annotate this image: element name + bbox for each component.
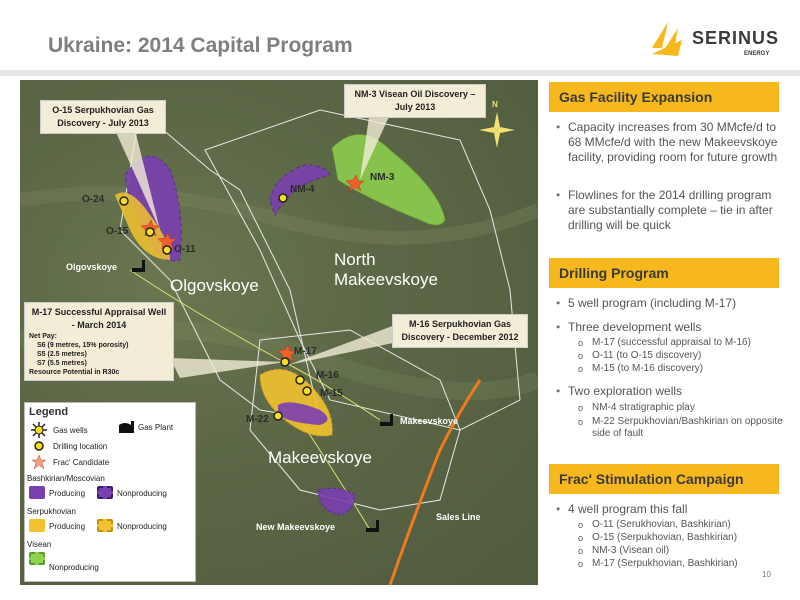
frac-sub-o11: o O-11 (Serukhovian, Bashkirian): [578, 519, 788, 531]
legend-serpukhovian: Serpukhovian: [27, 507, 76, 516]
legend-visean: Visean: [27, 540, 52, 549]
callout-m17-title: M-17 Successful Appraisal Well - March 2014: [31, 307, 167, 330]
well-o24: O-24: [82, 194, 105, 205]
map-legend: [24, 402, 196, 582]
swatch-visean-nonproducing: [29, 552, 45, 565]
callout-o15: O-15 Serpukhovian Gas Discovery - July 2013: [40, 100, 166, 134]
legend-serpukhovian-producing: Producing: [49, 522, 86, 531]
serinus-logo: [648, 18, 778, 68]
legend-gas-plant: Gas Plant: [138, 423, 174, 432]
drill-sub-o11: o O-11 (to O-15 discovery): [578, 350, 788, 362]
region-makeevskoye: Makeevskoye: [268, 448, 372, 467]
legend-visean-nonproducing: Nonproducing: [49, 563, 99, 572]
section-frac-campaign: Frac' Stimulation Campaign: [549, 464, 779, 494]
logo-subtext: ENERGY: [744, 51, 770, 57]
callout-m17: [24, 302, 174, 381]
section-drilling-program: Drilling Program: [549, 258, 779, 288]
swatch-serpukhovian-producing: [29, 519, 45, 532]
gas-bullet-flowlines: • Flowlines for the 2014 drilling program are substantially complete – tie in after drilling will be quick: [556, 188, 786, 233]
callout-nm3: NM-3 Visean Oil Discovery – July 2013: [344, 84, 486, 118]
callout-m17-netpay: Net Pay:: [29, 333, 58, 340]
legend-serpukhovian-nonproducing: Nonproducing: [117, 522, 167, 531]
drill-sub-m15: o M-15 (to M-16 discovery): [578, 363, 788, 375]
callout-m17-s6: S6 (9 metres, 15% porosity): [37, 342, 129, 349]
well-m16: M-16: [316, 370, 339, 381]
frac-sub-m17: o M-17 (Serpukhovian, Bashkirian): [578, 558, 788, 570]
north-label: N: [492, 100, 498, 109]
legend-title: Legend: [29, 406, 69, 418]
frac-sub-o15: o O-15 (Serpukhovian, Bashkirian): [578, 532, 788, 544]
well-o11: O-11: [174, 244, 196, 255]
gas-bullet-capacity: • Capacity increases from 30 MMcfe/d to 68 MMcfe/d with the new Makeevskoye facility, providing room for future growth: [556, 120, 786, 165]
well-m15: M-15: [320, 388, 343, 399]
legend-gas-wells: Gas wells: [53, 426, 88, 435]
well-o15: O-15: [106, 226, 129, 237]
sun-icon: [648, 18, 688, 66]
callout-m17-s7: S7 (5.5 metres): [37, 360, 87, 367]
well-m17: M-17: [294, 346, 317, 357]
legend-frac: Frac' Candidate: [53, 458, 110, 467]
map: [20, 80, 538, 585]
frac-sub-nm3: o NM-3 (Visean oil): [578, 545, 788, 557]
gas-well-icon: [31, 422, 47, 438]
region-olgovskoye: Olgovskoye: [170, 276, 259, 295]
region-north-makeevskoye: North Makeevskoye: [334, 250, 438, 289]
plant-label-olgovskoye: Olgovskoye: [66, 262, 118, 272]
legend-bashkirian-producing: Producing: [49, 489, 86, 498]
drill-bullet-development: • Three development wells: [556, 320, 786, 335]
page-number: 10: [762, 570, 771, 579]
legend-bashkirian: Bashkirian/Moscovian: [27, 474, 105, 483]
gas-plant-icon: [119, 421, 135, 433]
well-nm4: NM-4: [290, 184, 315, 195]
legend-bashkirian-nonproducing: Nonproducing: [117, 489, 167, 498]
callout-m17-s5: S5 (2.5 metres): [37, 351, 87, 358]
plant-label-new-makeevskoye: New Makeevskoye: [256, 522, 336, 532]
drilling-location-icon: [34, 441, 44, 451]
swatch-bashkirian-nonproducing: [97, 486, 113, 499]
callout-m17-resource: Resource Potential in R30c: [29, 369, 120, 376]
frac-bullet-program: • 4 well program this fall: [556, 502, 786, 517]
swatch-serpukhovian-nonproducing: [97, 519, 113, 532]
frac-star-icon: [32, 455, 46, 469]
legend-drilling: Drilling location: [53, 442, 108, 451]
drill-bullet-program: • 5 well program (including M-17): [556, 296, 786, 311]
swatch-bashkirian-producing: [29, 486, 45, 499]
drill-bullet-exploration: • Two exploration wells: [556, 384, 786, 399]
logo-text: SERINUS: [692, 28, 780, 48]
drill-sub-m17: o M-17 (successful appraisal to M-16): [578, 337, 788, 349]
drill-sub-m22: o M-22 Serpukhovian/Bashkirian on opposite side of fault: [578, 416, 788, 440]
section-gas-facility: Gas Facility Expansion: [549, 82, 779, 112]
page-title: Ukraine: 2014 Capital Program: [48, 34, 353, 57]
callout-m16: M-16 Serpukhovian Gas Discovery - December 2012: [392, 314, 528, 348]
drill-sub-nm4: o NM-4 stratigraphic play: [578, 402, 788, 414]
well-m22: M-22: [246, 414, 269, 425]
sales-line-label: Sales Line: [436, 512, 481, 522]
plant-label-makeevskoye: Makeevskoye: [400, 416, 459, 426]
header-rule: [0, 70, 800, 76]
well-nm3: NM-3: [370, 172, 395, 183]
